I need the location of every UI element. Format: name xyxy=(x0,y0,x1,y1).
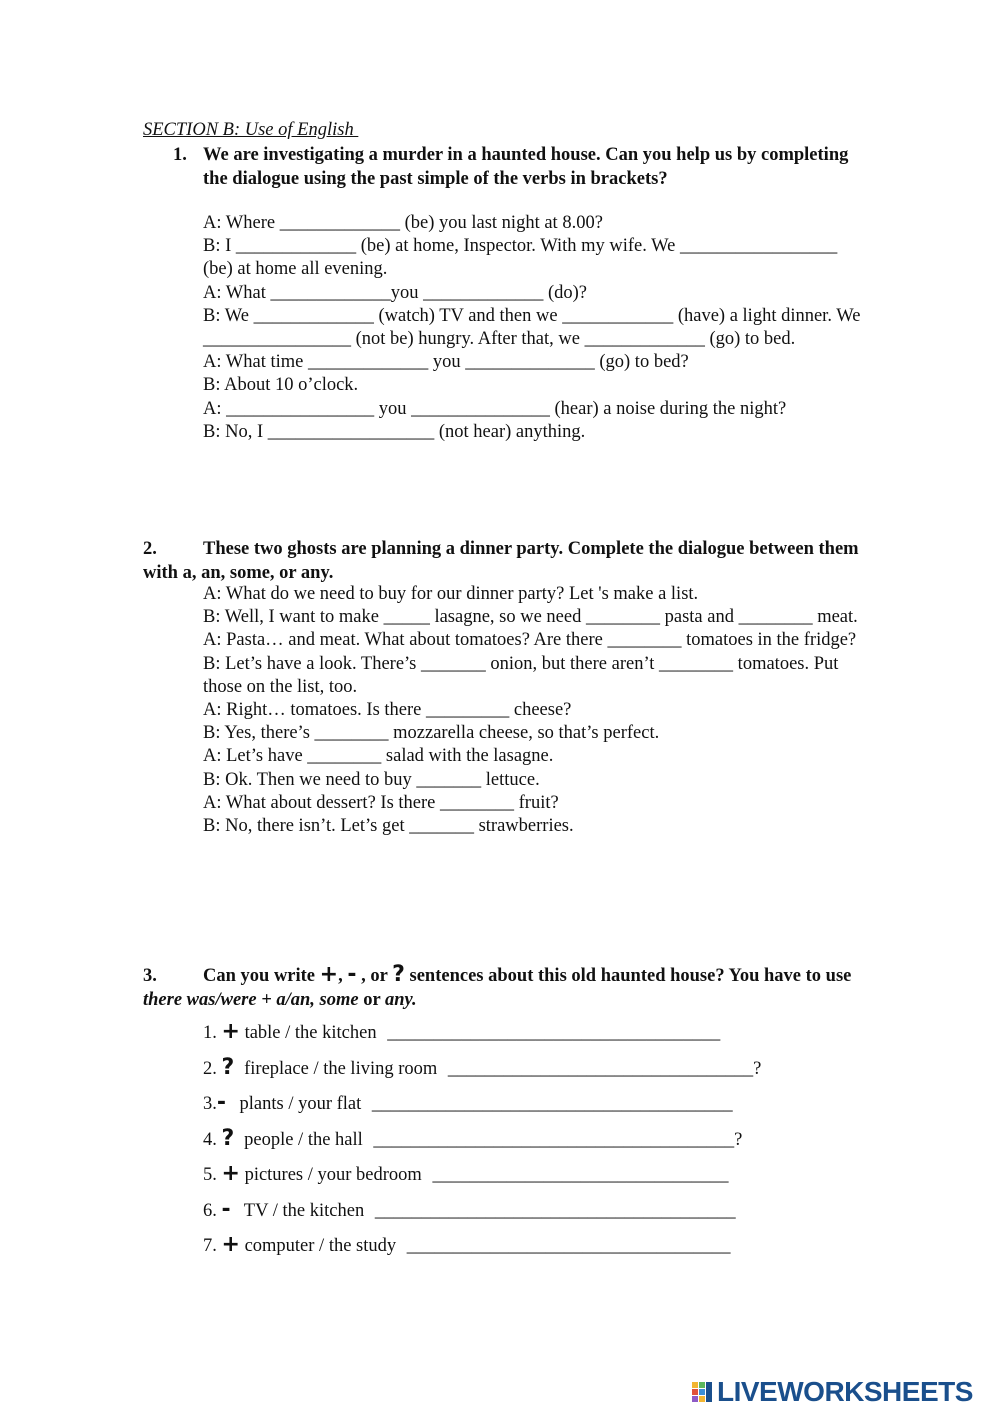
dialogue-line[interactable]: B: Well, I want to make _____ lasagne, so we need ________ pasta and ________ meat. xyxy=(203,607,858,628)
question-1-text: We are investigating a murder in a haunted house. Can you help us by completing the dialogue using the past simple of the verbs in brackets? xyxy=(203,145,849,189)
sentence-item xyxy=(203,1125,843,1161)
dialogue-line[interactable]: B: I _____________ (be) at home, Inspector. With my wife. We _________________ (be) at home all evening. xyxy=(203,236,838,280)
question-3-text-b: sentences about this old haunted house? You have to use xyxy=(404,966,852,986)
answer-blank[interactable]: _______________________________________ xyxy=(373,1129,735,1150)
dialogue-line: B: About 10 o’clock. xyxy=(203,375,359,396)
question-mark-icon: ? xyxy=(221,1054,235,1080)
liveworksheets-logo xyxy=(692,1376,973,1408)
item-number: 5. xyxy=(203,1165,217,1185)
plus-icon: + xyxy=(221,1019,240,1044)
question-3-items xyxy=(203,1018,843,1267)
dialogue-line[interactable]: B: No, I __________________ (not hear) anything. xyxy=(203,421,586,442)
dialogue-line[interactable]: A: Right… tomatoes. Is there _________ cheese? xyxy=(203,700,572,721)
dialogue-line[interactable]: A: Where _____________ (be) you last night at 8.00? xyxy=(203,213,603,233)
sentence-item xyxy=(203,1018,843,1054)
answer-blank[interactable]: _______________________________________ xyxy=(374,1200,736,1221)
question-mark-icon: ? xyxy=(221,1125,235,1151)
question-symbol-icon: ? xyxy=(392,962,405,987)
question-2-heading xyxy=(143,538,863,585)
question-3-heading xyxy=(143,963,863,1012)
sentence-item xyxy=(203,1054,843,1090)
question-2-dialogue xyxy=(203,583,863,838)
sentence-item xyxy=(203,1160,843,1196)
minus-icon: - xyxy=(221,1196,231,1222)
question-1-dialogue xyxy=(203,212,863,444)
minus-icon: - xyxy=(216,1090,227,1115)
question-3-sep-2: , or xyxy=(356,966,393,986)
item-number: 7. xyxy=(203,1236,217,1256)
answer-blank[interactable]: ___________________________________ xyxy=(406,1236,731,1256)
sentence-item xyxy=(203,1231,843,1267)
question-3-text-c: or xyxy=(358,989,385,1010)
item-prompt: pictures / your bedroom xyxy=(244,1165,422,1185)
item-prompt: plants / your flat xyxy=(239,1094,362,1114)
sentence-item xyxy=(203,1196,843,1232)
dialogue-line[interactable]: A: Pasta… and meat. What about tomatoes? Are there ________ tomatoes in the fridge? xyxy=(203,630,857,651)
question-3-number: 3. xyxy=(143,966,157,986)
dialogue-line[interactable]: B: No, there isn’t. Let’s get _______ strawberries. xyxy=(203,816,574,837)
dialogue-line[interactable]: B: Let’s have a look. There’s _______ onion, but there aren’t ________ tomatoes. Put those on the list, too. xyxy=(203,653,839,697)
item-prompt: computer / the study xyxy=(244,1236,397,1256)
dialogue-line[interactable]: A: What about dessert? Is there ________ fruit? xyxy=(203,792,559,813)
question-3-text-a: Can you write xyxy=(203,966,320,986)
item-number: 2. xyxy=(203,1058,217,1079)
item-number: 4. xyxy=(203,1129,217,1150)
answer-blank[interactable]: _______________________________________ xyxy=(371,1094,733,1114)
dialogue-line[interactable]: B: Yes, there’s ________ mozzarella cheese, so that’s perfect. xyxy=(203,723,660,744)
answer-blank[interactable]: ________________________________ xyxy=(432,1165,729,1185)
question-3-emphasis-2: any. xyxy=(384,989,417,1010)
answer-blank[interactable]: _________________________________ xyxy=(447,1058,754,1079)
item-number: 1. xyxy=(203,1023,217,1043)
dialogue-line[interactable]: A: ________________ you _______________ (hear) a noise during the night? xyxy=(203,398,787,419)
dialogue-line[interactable]: A: Let’s have ________ salad with the lasagne. xyxy=(203,746,554,767)
dialogue-line[interactable]: A: What time _____________ you ______________ (go) to bed? xyxy=(203,352,689,373)
item-end: ? xyxy=(753,1058,762,1079)
question-1-number: 1. xyxy=(173,145,187,165)
question-1-heading xyxy=(173,144,873,191)
sentence-item xyxy=(203,1089,843,1125)
minus-symbol-icon: - xyxy=(347,962,357,987)
liveworksheets-logo-icon xyxy=(692,1380,714,1404)
dialogue-line[interactable]: B: Ok. Then we need to buy _______ lettuce. xyxy=(203,769,540,790)
answer-blank[interactable]: ____________________________________ xyxy=(387,1023,721,1043)
plus-symbol-icon: + xyxy=(319,962,339,987)
question-3-sep-1: , xyxy=(338,966,348,986)
plus-icon: + xyxy=(221,1232,240,1257)
item-prompt: fireplace / the living room xyxy=(244,1058,438,1079)
plus-icon: + xyxy=(221,1161,240,1186)
item-number: 3. xyxy=(203,1094,217,1114)
question-3-emphasis-1: there was/were + a/an, some xyxy=(143,989,359,1010)
dialogue-line: A: What do we need to buy for our dinner party? Let 's make a list. xyxy=(203,584,699,604)
item-number: 6. xyxy=(203,1200,217,1221)
item-prompt: TV / the kitchen xyxy=(243,1200,365,1221)
dialogue-line[interactable]: B: We _____________ (watch) TV and then we ____________ (have) a light dinner. We ________________ (not be) hungry. After that, we _____________ (go) to bed. xyxy=(203,305,861,350)
dialogue-line[interactable]: A: What _____________you _____________ (do)? xyxy=(203,282,588,303)
question-2-text: These two ghosts are planning a dinner party. Complete the dialogue between them with a, an, some, or any. xyxy=(143,539,859,583)
question-2-number: 2. xyxy=(143,539,157,559)
liveworksheets-logo-text: LIVEWORKSHEETS xyxy=(717,1376,973,1407)
item-end: ? xyxy=(734,1129,743,1150)
section-title: SECTION B: Use of English xyxy=(143,120,359,140)
item-prompt: table / the kitchen xyxy=(244,1023,377,1043)
item-prompt: people / the hall xyxy=(244,1129,363,1150)
